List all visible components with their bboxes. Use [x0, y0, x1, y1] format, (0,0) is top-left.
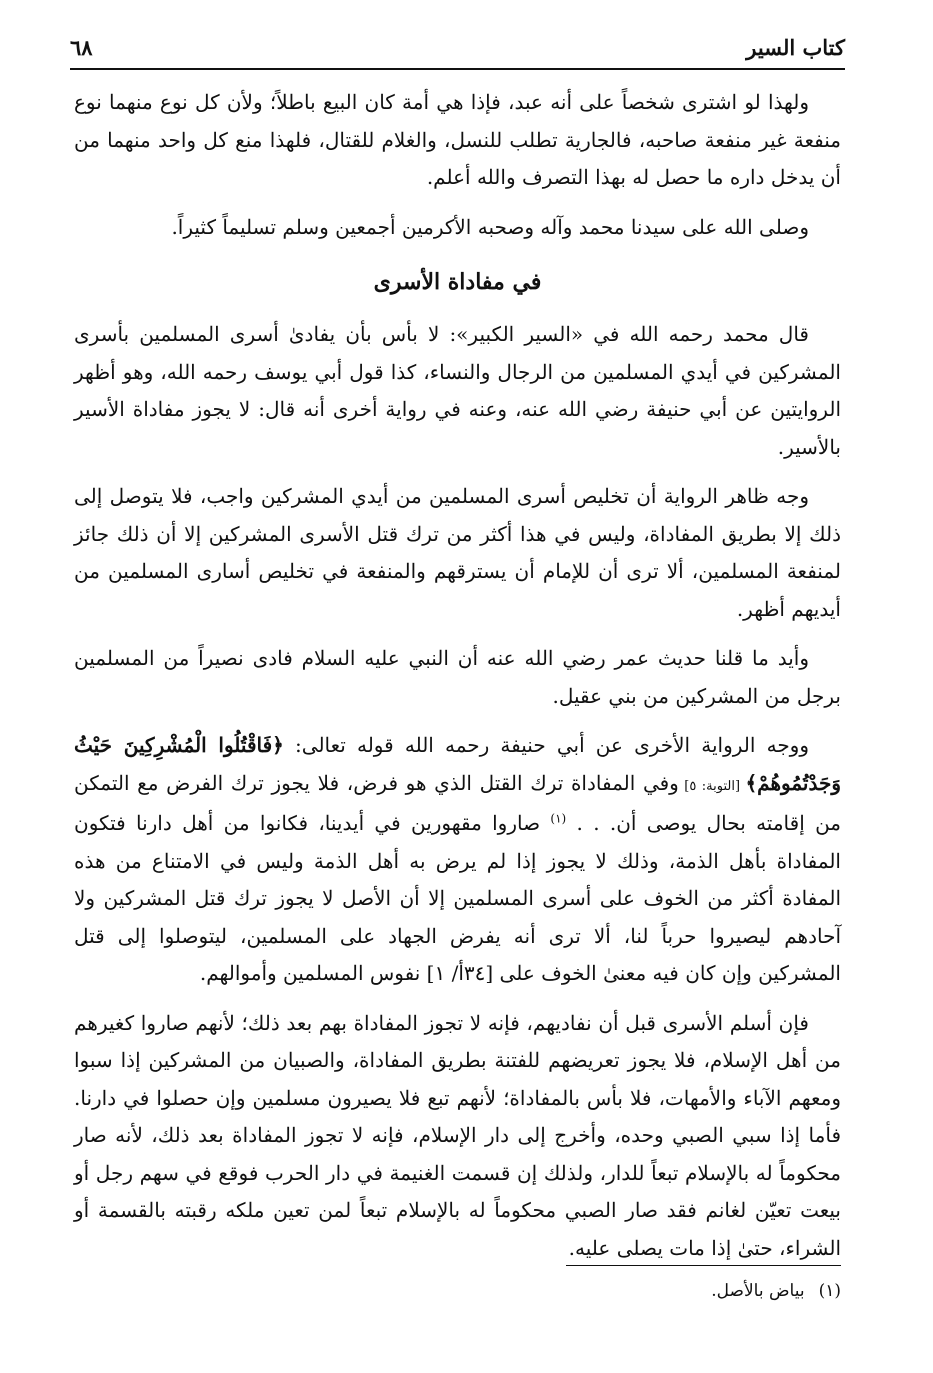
paragraph-2: وصلى الله على سيدنا محمد وآله وصحبه الأكرمين أجمعين وسلم تسليماً كثيراً. — [171, 214, 809, 239]
paragraph-1: ولهذا لو اشترى شخصاً على أنه عبد، فإذا هي أمة كان البيع باطلاً؛ ولأن كل نوع منهما نوع منفعة غير منفعة صاحبه، فالجارية تطلب للنسل، والغلام للقتال، فلهذا منع كل واحد منهما من أن يدخل داره ما حصل له بهذا التصرف والله أعلم. — [74, 90, 841, 189]
paragraph-7: فإن أسلم الأسرى قبل أن نفاديهم، فإنه لا تجوز المفاداة بهم بعد ذلك؛ لأنهم صاروا كغيرهم من أهل الإسلام، فلا يجوز تعريضهم للفتنة بطريق المفاداة، والصبيان من المشركين إذا سبوا ومعهم الآباء والأمهات، فلا بأس بالمفاداة؛ لأنهم تبع فلا يصيرون مسلمين وإن حصلوا في دارنا. فأما إذا سبي الصبي وحده، وأخرج إلى دار الإسلام، فإنه لا تجوز المفاداة بعد ذلك، لأنه صار محكوماً له بالإسلام تبعاً للدار، ولذلك إن قسمت الغنيمة في دار الحرب فوقع في سهم رجل أو بيعت تعيّن لغانم فقد صار الصبي محكوماً له بالإسلام تبعاً لمن تعين ملكه رقبته بالقسمة أو الشراء، حتىٰ إذا مات يصلى عليه. — [74, 1010, 841, 1260]
text-after-note: صاروا مقهورين في أيدينا، فكانوا من أهل دارنا فتكون المفاداة بأهل الذمة، وذلك لا يجوز إذا لم يرض به أهل الذمة وليس في الامتناع من هذه المفادة أكثر من الخوف على أسرى المسلمين إلا أن الأصل لا يجوز ترك قتل المشركين ولا آحادهم ليصيروا حرباً لنا، ألا ترى أنه يفرض الجهاد على المسلمين، ليتوصلوا إلى قتل المشركين وإن كان فيه معنىٰ الخوف على [٣٤أ/ ١] نفوس المسلمين وأموالهم. — [74, 811, 841, 985]
footnote-reference[interactable]: (١) — [550, 811, 567, 826]
quran-intro: ووجه الرواية الأخرى عن أبي حنيفة رحمه الله قوله تعالى: — [283, 733, 809, 757]
paragraph-4: وجه ظاهر الرواية أن تخليص أسرى المسلمين من أيدي المشركين واجب، فلا يتوصل إلى ذلك إلا بطريق المفاداة، وليس في هذا أكثر من ترك قتل الأسرى المشركين إلا أن ذلك جائز لمنفعة المسلمين، ألا ترى أن للإمام أن يسترقهم والمنفعة في تخليص أسارى المسلمين من أيديهم أظهر. — [74, 484, 841, 621]
text-before-note: وفي المفاداة ترك القتل الذي هو فرض، فلا يجوز ترك الفرض مع التمكن من إقامته بحال يوصى أن. . . — [74, 770, 842, 835]
paragraph-6 — [74, 727, 841, 993]
page-number: ٦٨ — [70, 35, 93, 60]
running-header — [70, 30, 845, 66]
footnote — [74, 1276, 841, 1306]
paragraph-3: قال محمد رحمه الله في «السير الكبير»: لا بأس بأن يفادىٰ أسرى المسلمين بأسرى المشركين في أيدي المسلمين من الرجال والنساء، كذا قول أبي يوسف رحمه الله، وهو أظهر الروايتين عن أبي حنيفة رضي الله عنه، وعنه في رواية أخرى أنه قال: لا يجوز مفاداة الأسير بالأسير. — [74, 322, 841, 459]
footnote-rule — [566, 1265, 841, 1266]
header-rule — [70, 68, 845, 70]
verse-citation: [التوبة: ٥] — [678, 778, 746, 794]
main-text — [74, 84, 841, 1279]
book-title: كتاب السير — [746, 35, 845, 60]
quran-verse: ﴿فَاقْتُلُوا الْمُشْرِكِينَ حَيْثُ وَجَدْتُمُوهُمْ﴾ — [74, 733, 841, 795]
section-heading: في مفاداة الأسرى — [373, 269, 542, 295]
footnote-text: بياض بالأصل. — [711, 1281, 805, 1301]
paragraph-5: وأيد ما قلنا حديث عمر رضي الله عنه أن النبي عليه السلام فادى نصيراً من المسلمين برجل من المشركين من بني عقيل. — [74, 646, 841, 708]
footnote-number: (١) — [818, 1281, 841, 1301]
